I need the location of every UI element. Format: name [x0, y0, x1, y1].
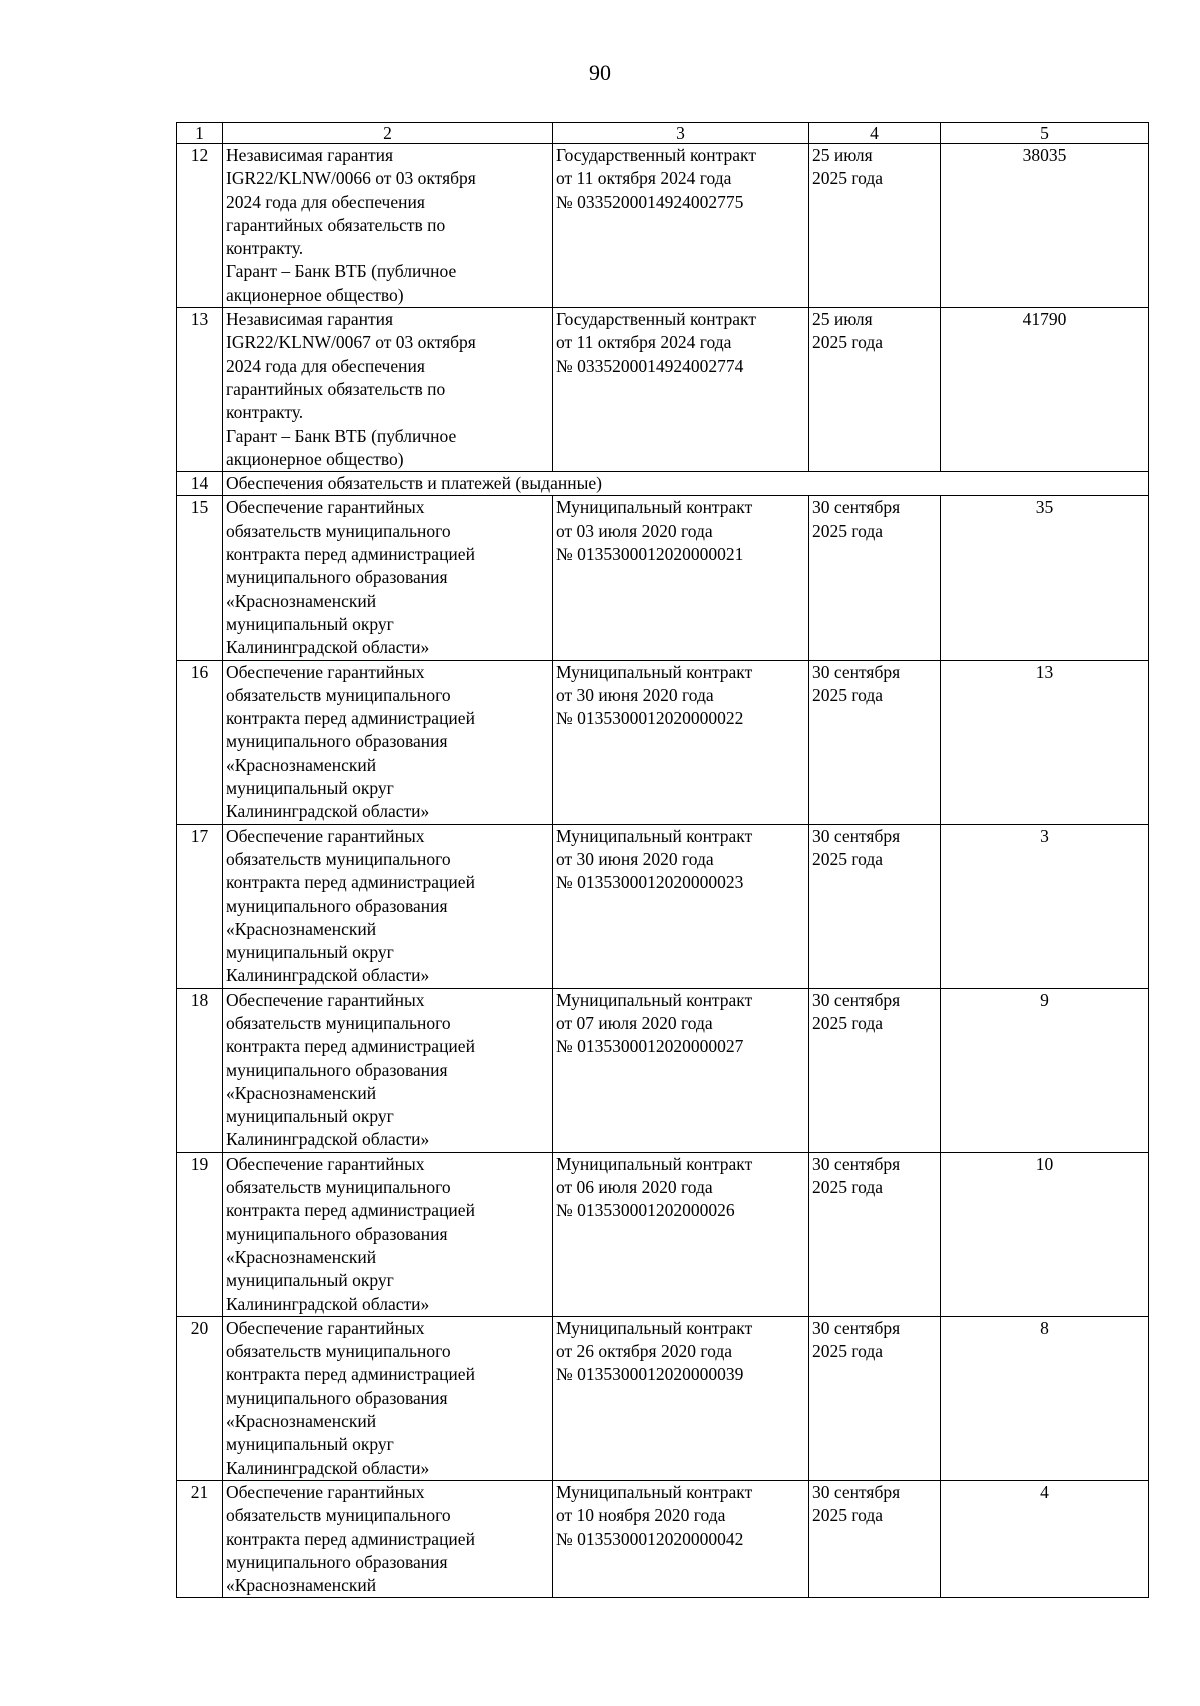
contract-reference: Муниципальный контракт от 06 июля 2020 года № 013530001202000026 — [553, 1152, 809, 1316]
row-number: 14 — [177, 472, 223, 496]
expiry-date: 25 июля 2025 года — [809, 144, 941, 308]
contract-reference: Муниципальный контракт от 03 июля 2020 года № 0135300012020000021 — [553, 496, 809, 660]
contract-reference: Муниципальный контракт от 26 октября 2020 года № 0135300012020000039 — [553, 1316, 809, 1480]
expiry-date: 30 сентября 2025 года — [809, 824, 941, 988]
row-number: 16 — [177, 660, 223, 824]
section-title: Обеспечения обязательств и платежей (выданные) — [223, 472, 1149, 496]
row-number: 18 — [177, 988, 223, 1152]
contract-reference: Муниципальный контракт от 07 июля 2020 года № 0135300012020000027 — [553, 988, 809, 1152]
table-row — [177, 1480, 1149, 1597]
row-number: 15 — [177, 496, 223, 660]
guarantee-description: Независимая гарантия IGR22/KLNW/0067 от 03 октября 2024 года для обеспечения гарантийных обязательств по контракту. Гарант – Банк ВТБ (публичное акционерное общество) — [223, 308, 553, 472]
expiry-date: 30 сентября 2025 года — [809, 988, 941, 1152]
table-row — [177, 308, 1149, 472]
table-header-row — [177, 123, 1149, 144]
amount-value: 4 — [941, 1480, 1149, 1597]
guarantee-description: Обеспечение гарантийных обязательств муниципального контракта перед администрацией муниципального образования «Краснознаменский муниципальный округ Калининградской области» — [223, 824, 553, 988]
contract-reference: Муниципальный контракт от 30 июня 2020 года № 0135300012020000022 — [553, 660, 809, 824]
expiry-date: 30 сентября 2025 года — [809, 496, 941, 660]
row-number: 12 — [177, 144, 223, 308]
guarantee-description: Независимая гарантия IGR22/KLNW/0066 от 03 октября 2024 года для обеспечения гарантийных обязательств по контракту. Гарант – Банк ВТБ (публичное акционерное общество) — [223, 144, 553, 308]
table-row — [177, 144, 1149, 308]
guarantee-description: Обеспечение гарантийных обязательств муниципального контракта перед администрацией муниципального образования «Краснознаменский муниципальный округ Калининградской области» — [223, 1152, 553, 1316]
expiry-date: 30 сентября 2025 года — [809, 1316, 941, 1480]
contract-reference: Государственный контракт от 11 октября 2024 года № 0335200014924002774 — [553, 308, 809, 472]
expiry-date: 30 сентября 2025 года — [809, 1480, 941, 1597]
guarantee-description: Обеспечение гарантийных обязательств муниципального контракта перед администрацией муниципального образования «Краснознаменский муниципальный округ Калининградской области» — [223, 660, 553, 824]
column-header: 5 — [941, 123, 1149, 144]
contract-reference: Государственный контракт от 11 октября 2024 года № 0335200014924002775 — [553, 144, 809, 308]
column-header: 4 — [809, 123, 941, 144]
table-row — [177, 988, 1149, 1152]
row-number: 17 — [177, 824, 223, 988]
row-number: 13 — [177, 308, 223, 472]
guarantee-description: Обеспечение гарантийных обязательств муниципального контракта перед администрацией муниципального образования «Краснознаменский муниципальный округ Калининградской области» — [223, 988, 553, 1152]
guarantees-table — [176, 122, 1149, 1598]
table-row — [177, 660, 1149, 824]
table-row — [177, 1316, 1149, 1480]
guarantee-description: Обеспечение гарантийных обязательств муниципального контракта перед администрацией муниципального образования «Краснознаменский муниципальный округ Калининградской области» — [223, 496, 553, 660]
expiry-date: 30 сентября 2025 года — [809, 660, 941, 824]
amount-value: 41790 — [941, 308, 1149, 472]
guarantee-description: Обеспечение гарантийных обязательств муниципального контракта перед администрацией муниципального образования «Краснознаменский — [223, 1480, 553, 1597]
contract-reference: Муниципальный контракт от 30 июня 2020 года № 0135300012020000023 — [553, 824, 809, 988]
page-number: 90 — [589, 60, 611, 85]
column-header: 2 — [223, 123, 553, 144]
amount-value: 3 — [941, 824, 1149, 988]
column-header: 1 — [177, 123, 223, 144]
guarantee-description: Обеспечение гарантийных обязательств муниципального контракта перед администрацией муниципального образования «Краснознаменский муниципальный округ Калининградской области» — [223, 1316, 553, 1480]
expiry-date: 25 июля 2025 года — [809, 308, 941, 472]
table-row — [177, 496, 1149, 660]
amount-value: 13 — [941, 660, 1149, 824]
contract-reference: Муниципальный контракт от 10 ноября 2020 года № 0135300012020000042 — [553, 1480, 809, 1597]
expiry-date: 30 сентября 2025 года — [809, 1152, 941, 1316]
table-row — [177, 1152, 1149, 1316]
table-row — [177, 824, 1149, 988]
row-number: 19 — [177, 1152, 223, 1316]
amount-value: 9 — [941, 988, 1149, 1152]
amount-value: 38035 — [941, 144, 1149, 308]
row-number: 20 — [177, 1316, 223, 1480]
amount-value: 35 — [941, 496, 1149, 660]
amount-value: 8 — [941, 1316, 1149, 1480]
row-number: 21 — [177, 1480, 223, 1597]
section-row — [177, 472, 1149, 496]
amount-value: 10 — [941, 1152, 1149, 1316]
column-header: 3 — [553, 123, 809, 144]
